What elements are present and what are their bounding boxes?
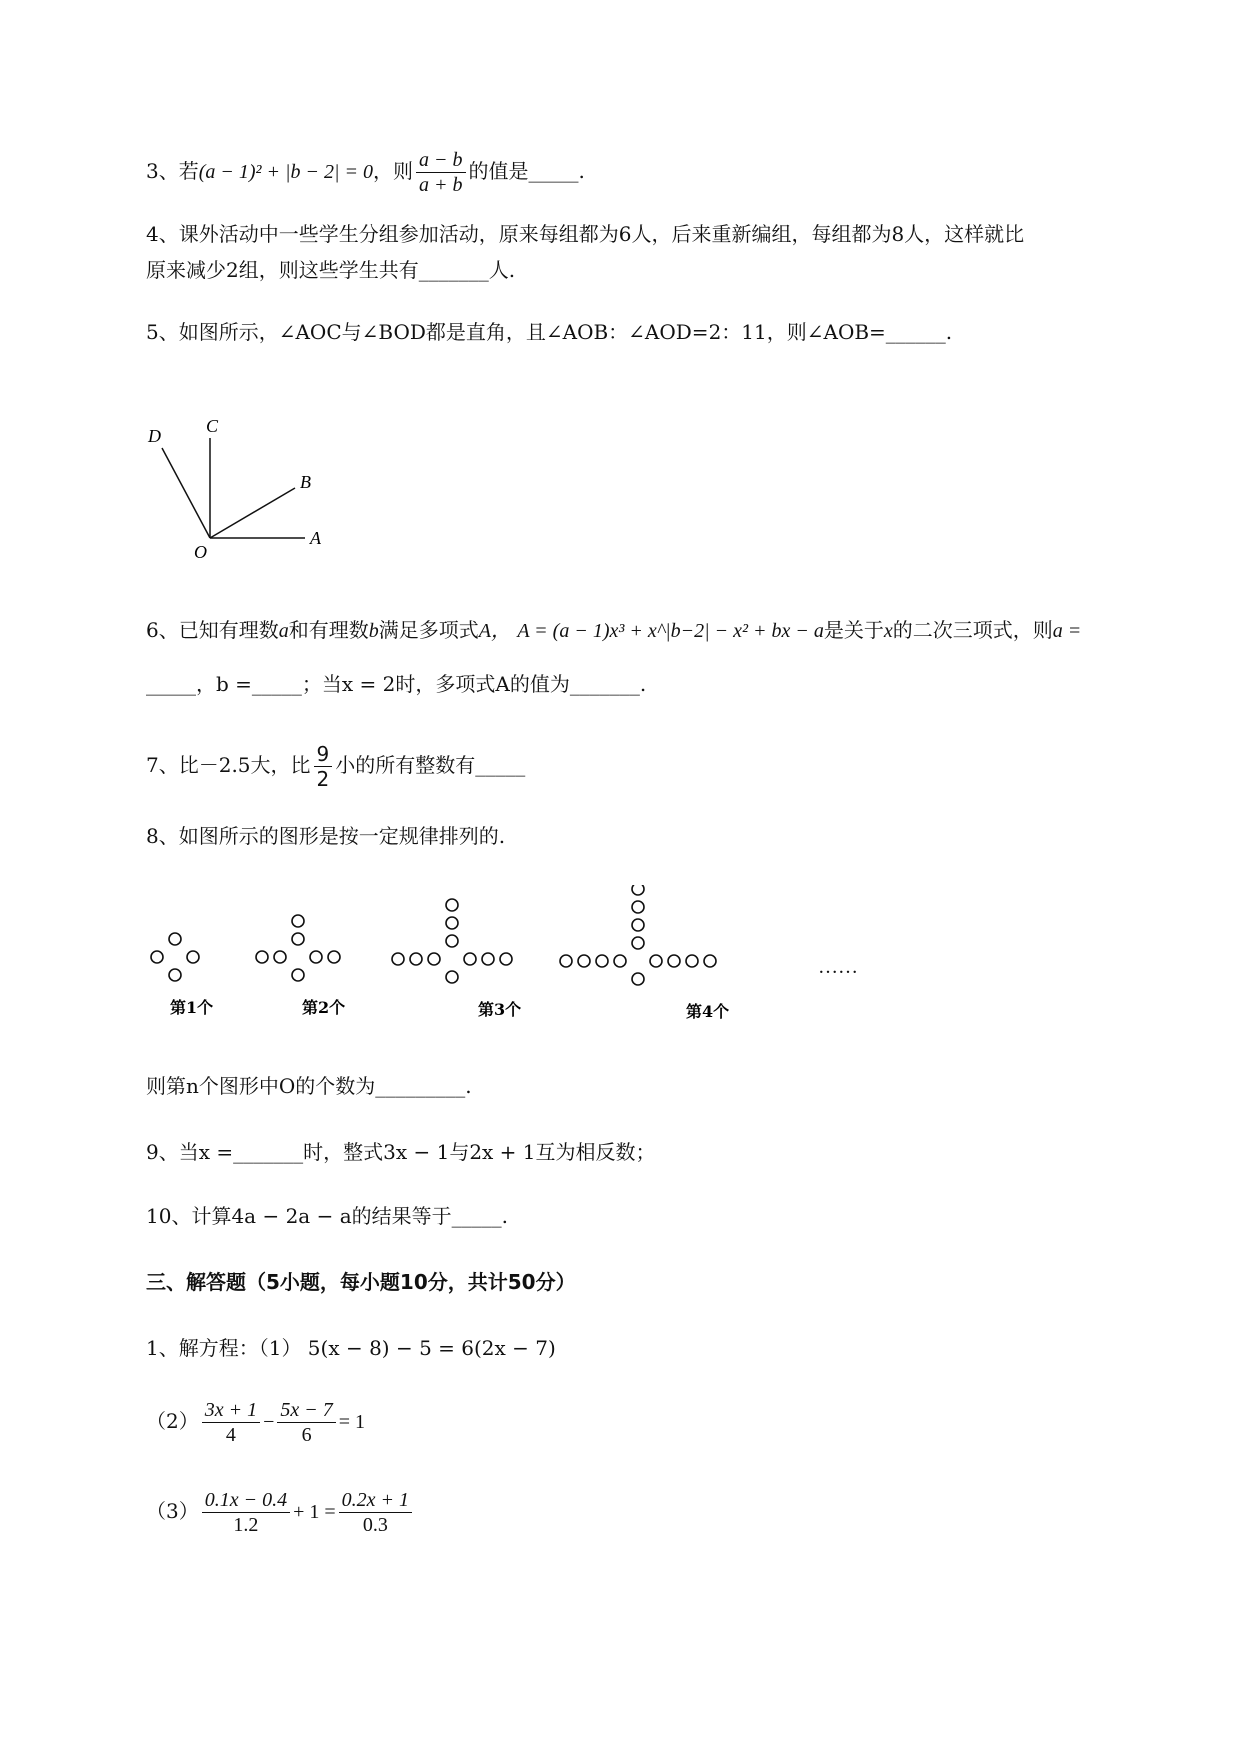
part-2-label: （2） [146, 1409, 199, 1433]
q6-var-x: x [883, 620, 893, 642]
label-d: D [148, 426, 161, 446]
pattern-circle [632, 973, 644, 985]
part-2-f2-denominator: 6 [301, 1424, 312, 1446]
question-5: 5、如图所示，∠AOC与∠BOD都是直角，且∠AOB：∠AOD=2：11，则∠AOB=______. [146, 320, 953, 344]
circle-pattern-figure [150, 885, 890, 1025]
part-3-f2-denominator: 0.3 [362, 1514, 388, 1536]
pattern-circle [274, 951, 286, 963]
q6-var-b: b [368, 620, 379, 642]
q3-fraction-numerator: a − b [416, 148, 466, 173]
problem-1-part-2 [146, 1398, 365, 1447]
pattern-circle [650, 955, 662, 967]
q6-text-i: 的二次三项式，则 [892, 618, 1053, 642]
q6-text-g: 是关于 [823, 618, 884, 642]
label-o: O [194, 542, 207, 562]
pattern-circle [428, 953, 440, 965]
question-6-line-2: _____，b =_____；当x = 2时，多项式A的值为_______. [146, 672, 647, 696]
q6-text-a: 6、已知有理数 [146, 618, 279, 642]
pattern-circle [187, 951, 199, 963]
pattern-circle [632, 885, 644, 895]
question-10: 10、计算4a − 2a − a的结果等于_____. [146, 1204, 508, 1228]
pattern-circle [668, 955, 680, 967]
q7-fraction-numerator: 9 [314, 742, 333, 767]
pattern-circle [446, 971, 458, 983]
question-9: 9、当x =_______时，整式3x − 1与2x + 1互为相反数； [146, 1140, 656, 1164]
pattern-circle [596, 955, 608, 967]
label-b: B [300, 472, 311, 492]
pattern-circle [704, 955, 716, 967]
caption-2: 第2个 [302, 998, 346, 1017]
q3-fraction-denominator: a + b [419, 174, 463, 196]
part-3-middle: + 1 = [293, 1501, 336, 1523]
pattern-circle [292, 969, 304, 981]
pattern-circle [392, 953, 404, 965]
pattern-circle [632, 901, 644, 913]
ray-od [162, 448, 210, 538]
pattern-circle [446, 899, 458, 911]
question-8: 8、如图所示的图形是按一定规律排列的. [146, 824, 506, 848]
q7-text-a: 7、比－2.5大，比 [146, 753, 311, 777]
part-3-fraction-1 [202, 1488, 290, 1537]
q7-text-b: 小的所有整数有_____ [335, 753, 526, 777]
pattern-circle [292, 933, 304, 945]
caption-3: 第3个 [478, 1000, 522, 1019]
pattern-circle [151, 951, 163, 963]
q6-text-c: 和有理数 [288, 618, 369, 642]
part-2-operator: − [263, 1411, 275, 1433]
part-2-f2-numerator: 5x − 7 [277, 1398, 335, 1423]
q6-polynomial: A = (a − 1)x³ + x^|b−2| − x² + bx − a [517, 620, 824, 642]
pattern-circle [169, 969, 181, 981]
part-3-f2-numerator: 0.2x + 1 [339, 1488, 412, 1513]
label-c: C [206, 416, 219, 436]
pattern-circle [464, 953, 476, 965]
caption-1: 第1个 [170, 998, 214, 1017]
question-6-line-1 [146, 616, 1081, 645]
pattern-circle [500, 953, 512, 965]
part-2-f1-numerator: 3x + 1 [202, 1398, 260, 1423]
q7-fraction-denominator: 2 [316, 767, 330, 791]
angle-figure [140, 412, 340, 562]
part-2-fraction-1 [202, 1398, 260, 1447]
part-3-f1-numerator: 0.1x − 0.4 [202, 1488, 290, 1513]
pattern-circle [169, 933, 181, 945]
part-3-label: （3） [146, 1499, 199, 1523]
question-8-followup: 则第n个图形中O的个数为_________. [146, 1074, 472, 1098]
q6-var-a-eq: a = [1052, 620, 1082, 642]
pattern-circle [446, 917, 458, 929]
q6-text-e: 满足多项式 [378, 618, 479, 642]
ray-ob [210, 488, 295, 538]
pattern-circle [560, 955, 572, 967]
pattern-circle [446, 935, 458, 947]
q3-fraction [416, 148, 466, 197]
part-2-rhs: = 1 [338, 1411, 366, 1433]
q6-var-a: a [278, 620, 289, 642]
q3-number: 3、若 [146, 159, 199, 183]
question-4-line-1: 4、课外活动中一些学生分组参加活动，原来每组都为6人，后来重新编组，每组都为8人，这样就比 [146, 222, 1025, 246]
pattern-circle [632, 937, 644, 949]
pattern-circle [410, 953, 422, 965]
pattern-ellipsis: …… [818, 956, 858, 978]
pattern-circle [686, 955, 698, 967]
q7-fraction [314, 742, 333, 791]
pattern-circle [614, 955, 626, 967]
section-3-heading: 三、解答题（5小题，每小题10分，共计50分） [146, 1270, 576, 1294]
q6-var-A: A， [478, 620, 511, 642]
part-3-f1-denominator: 1.2 [233, 1514, 259, 1536]
q3-mid: ，则 [373, 159, 414, 183]
part-3-fraction-2 [339, 1488, 412, 1537]
pattern-circle [632, 919, 644, 931]
caption-4: 第4个 [686, 1002, 730, 1021]
question-7 [146, 742, 525, 791]
part-2-fraction-2 [277, 1398, 335, 1447]
pattern-circle [292, 915, 304, 927]
label-a: A [310, 528, 321, 548]
pattern-circle [310, 951, 322, 963]
question-3 [146, 148, 585, 197]
q3-condition: (a − 1)² + |b − 2| = 0 [198, 161, 374, 183]
pattern-circle [578, 955, 590, 967]
part-2-f1-denominator: 4 [225, 1424, 236, 1446]
problem-1-part-1: 1、解方程：（1） 5(x − 8) − 5 = 6(2x − 7) [146, 1336, 556, 1360]
problem-1-part-3 [146, 1488, 415, 1537]
pattern-circle [256, 951, 268, 963]
pattern-circle [328, 951, 340, 963]
question-4-line-2: 原来减少2组，则这些学生共有_______人. [146, 258, 516, 282]
pattern-circle [482, 953, 494, 965]
q3-tail: 的值是_____. [468, 159, 585, 183]
